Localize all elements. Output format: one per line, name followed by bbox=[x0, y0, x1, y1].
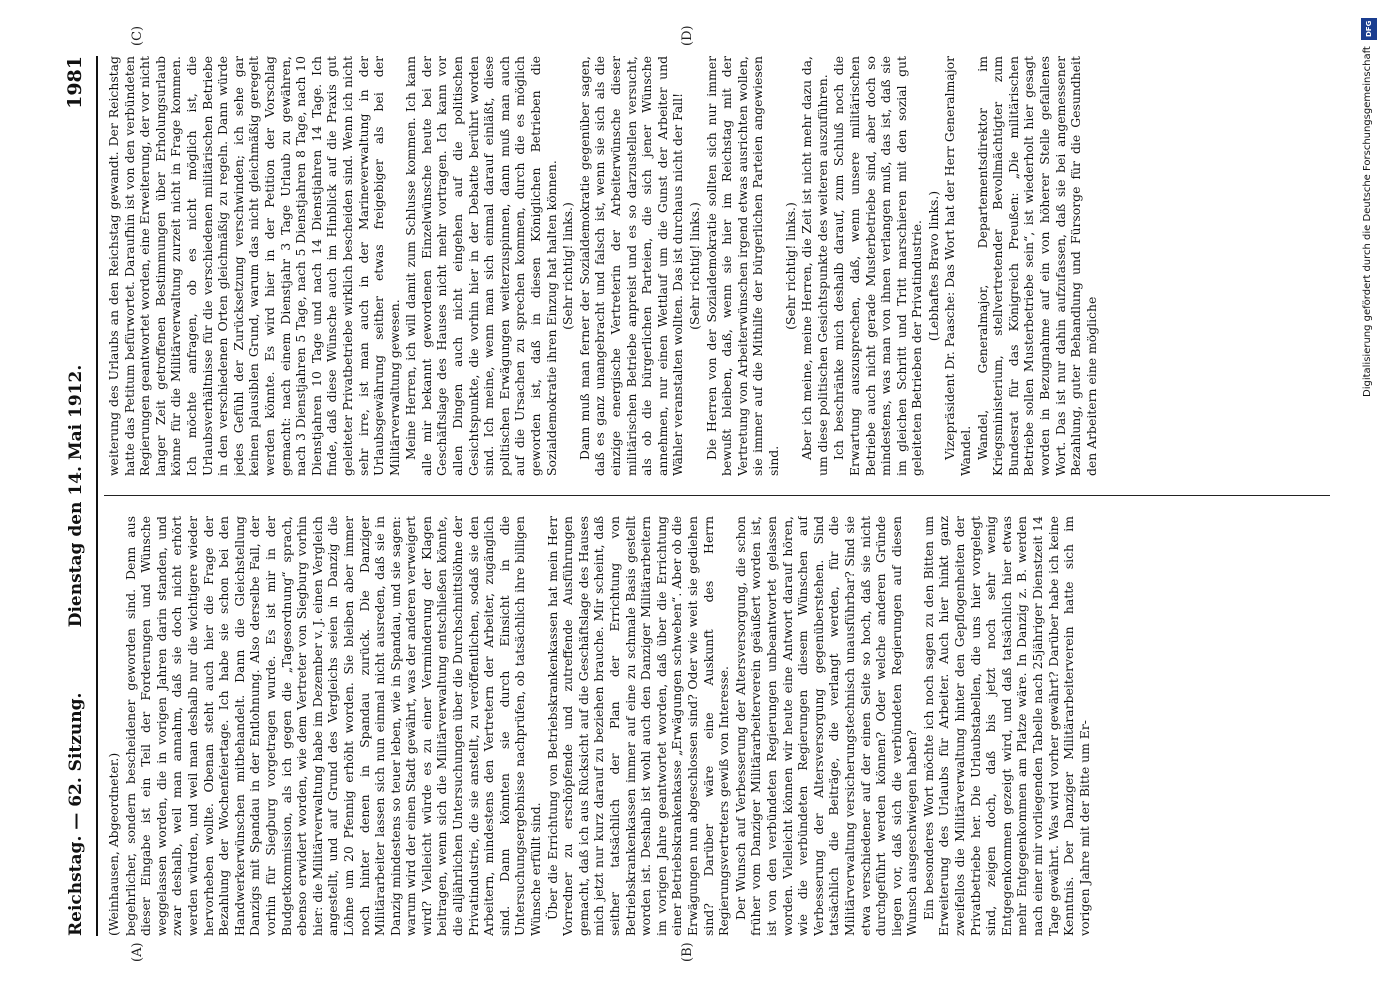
page-content bbox=[60, 25, 1350, 962]
interjection: (Sehr richtig! links.) bbox=[782, 202, 798, 330]
paragraph: Dann muß man ferner der Sozialdemokratie gegenüber sagen, daß es ganz unangebracht und falsch ist, wenn sie sich als die einzige energische Vertreterin der Arbeiterwünsche dieser militärischen Betriebe anpreist und es so darzustellen versucht, als ob die bürgerlichen Parteien, die sich jener Wünsche annehmen, nur einen Wettlauf um die Gunst der Arbeiter und Wähler veranstalten wollten. Das ist durchaus nicht der Fall! bbox=[576, 56, 686, 476]
paragraph: Ich beschränke mich deshalb darauf, zum Schluß noch die Erwartung auszusprechen, daß, wenn unsere militärischen Betriebe auch nicht gerade Musterbetriebe sind, aber doch so mindestens, was man von ihnen verlangen muß, das ist, daß sie im gleichen Schritt und Tritt marschieren mit den sozial gut geleiteten Betrieben der Privatindustrie. bbox=[831, 56, 925, 476]
margin-marker-c: (C) bbox=[130, 25, 145, 46]
right-column bbox=[106, 56, 1326, 476]
paragraph: Ein besonderes Wort möchte ich noch sagen zu den Bitten um Erweiterung des Urlaubs für Arbeiter. Auch hier hinkt ganz zweifellos die Militärverwaltung hinter den Gepflogenheiten der Privatbetriebe her. Die Urlaubstabellen, die uns hier vorgelegt sind, zeigen doch, daß bis jetzt noch sehr wenig Entgegenkommen gezeigt wird, und daß tatsächlich hier etwas mehr Entgegenkommen am Platze wäre. In Danzig z. B. werden nach einer mir vorliegenden Tabelle nach 25jähriger Dienstzeit 14 Tage gewährt. Was wird vorher gewährt? Darüber habe ich keine Kenntnis. Der Danziger Militärarbeiterverein hatte sich im vorigen Jahre mit der Bitte um Er- bbox=[920, 516, 1092, 936]
paragraph: Aber ich meine, meine Herren, die Zeit ist nicht mehr dazu da, um diese politischen Gesichtspunkte des weiteren auszuführen. bbox=[799, 56, 830, 476]
paragraph: Meine Herren, ich will damit zum Schlusse kommen. Ich kann alle mir bekannt gewordenen Einzelwünsche heute bei der Geschäftslage des Hauses nicht mehr vortragen. Ich kann vor allen Dingen auch nicht eingehen auf die politischen Gesichtspunkte, die vorhin hier in der Debatte berührt worden sind. Ich meine, wenn man sich einmal darauf einläßt, diese politischen Erwägungen weiterzuspinnen, dann muß man auch auf die Ursachen zu sprechen kommen, durch die es möglich geworden ist, daß in diesen Königlichen Betrieben die Sozialdemokratie ihren Einzug hat halten können. bbox=[403, 56, 559, 476]
page-header bbox=[60, 56, 98, 936]
paragraph: weiterung des Urlaubs an den Reichstag gewandt. Der Reichstag hatte das Petitum befürwortet. Daraufhin ist von den verbündeten Regierungen geantwortet worden, eine Erweiterung, der vor nicht langer Zeit getroffenen Bestimmungen über Erholungsurlaub könne für die Militärverwaltung zurzeit nicht in Frage kommen. Ich möchte anfragen, ob es nicht möglich ist, die Urlaubsverhältnisse für die verschiedenen militärischen Betriebe in den verschiedenen Orten gleichmäßig zu regeln. Dann würde jedes Gefühl der Zurücksetzung verschwinden; ich sehe gar keinen plausiblen Grund, warum das nicht gleichmäßig geregelt werden könnte. Es wird hier in der Petition der Vorschlag gemacht: nach einem Dienstjahr 3 Tage Urlaub zu gewähren, nach 3 Dienstjahren 5 Tage, nach 5 Dienstjahren 8 Tage, nach 10 Dienstjahren 10 Tage und nach 14 Dienstjahren 14 Tage. Ich finde, daß diese Wünsche auch im Hinblick auf die Praxis gut geleiteter Privatbetriebe wirklich bescheiden sind. Wenn ich nicht sehr irre, ist man auch in der Marineverwaltung in der Urlaubsgewährung seither etwas freigebiger als bei der Militärverwaltung gewesen. bbox=[106, 56, 402, 476]
header-date: Dienstag den 14. Mai 1912. bbox=[66, 364, 86, 628]
margin-marker-a: (A) bbox=[130, 942, 145, 962]
paragraph: begehrlicher, sondern bescheidener geworden sind. Denn aus dieser Eingabe ist ein Teil der Forderungen und Wünsche weggelassen worden, die in vorigen Jahren darin standen, und zwar deshalb, weil man annahm, daß sie doch nicht erhört werden würden, und weil man deshalb nur die wichtigere wieder hervorheben wollte. Obenan steht auch hier die Frage der Bezahlung der Wochenfeiertage. Ich habe sie schon bei den Handwerkerwünschen mitbehandelt. Dann die Gleichstellung Danzigs mit Spandau in der Entlohnung. Also derselbe Fall, der vorhin für Siegburg vorgetragen wurde. Es ist mir in der Budgetkommission, als ich gegen die „Tagesordnung“ sprach, ebenso erwidert worden, wie dem Vertreter von Siegburg vorhin hier: die Militärverwaltung habe im Dezember v. J. einen Vergleich angestellt, und auf Grund des Vergleichs seien in Danzig die Löhne um 20 Pfennig erhöht worden. Sie bleiben aber immer noch hinter denen in Spandau zurück. Die Danziger Militärarbeiter lassen sich nun einmal nicht ausreden, daß sie in Danzig mindestens so teuer leben, wie in Spandau, und sie sagen: warum wird der einen Stadt gewährt, was der anderen verweigert wird? Vielleicht würde es zu einer Verminderung der Klagen beitragen, wenn sich die Militärverwaltung entschließen könnte, die alljährlichen Untersuchungen über die Durchschnittslöhne der Privatindustrie, die sie anstellt, zu veröffentlichen, sodaß sie den Arbeitern, mindestens den Vertretern der Arbeiter, zugänglich sind. Dann könnten sie durch Einsicht in die Untersuchungsergebnisse nachprüfen, ob tatsächlich ihre billigen Wünsche erfüllt sind. bbox=[122, 516, 544, 936]
margin-marker-d: (D) bbox=[680, 25, 695, 46]
speaker-note: (Weinhausen, Abgeordneter.) bbox=[106, 752, 121, 936]
interjection: (Sehr richtig! links.) bbox=[686, 202, 702, 330]
interjection: (Sehr richtig! links.) bbox=[560, 202, 576, 330]
digitization-note: Digitalisierung gefördert durch die Deutsche Forschungsgemeinschaft bbox=[1362, 46, 1373, 397]
speaker-paragraph: Wandel, Generalmajor, Departementsdirektor im Kriegsministerium, stellvertretender Bevollmächtigter zum Bundesrat für das Königreich Preußen: „Die militärischen Betriebe sollen Musterbetriebe sein“, ist wiederholt hier gesagt worden in Bezugnahme auf ein von höherer Stelle gefallenes Wort. Das ist nur dahin aufzufassen, daß sie bei angemessener Bezahlung, guter Behandlung und Fürsorge für die Gesundheit den Arbeitern eine mögliche bbox=[974, 56, 1099, 476]
digitization-sidebar bbox=[1360, 10, 1380, 990]
paragraph: Die Herren von der Sozialdemokratie sollten sich nur immer bewußt bleiben, daß, wenn sie hier im Reichstag mit der Vertretung von Arbeiterwünschen irgend etwas ausrichten wollen, sie immer auf die Mithilfe der bürgerlichen Parteien angewiesen sind. bbox=[703, 56, 781, 476]
speaker-paragraph: Vizepräsident Dr. Paasche: Das Wort hat der Herr Generalmajor Wandel. bbox=[942, 56, 974, 476]
margin-marker-b: (B) bbox=[680, 942, 695, 962]
paragraph: Über die Errichtung von Betriebskrankenkassen hat mein Herr Vorredner zu erschöpfende und zutreffende Ausführungen gemacht, daß ich aus Rücksicht auf die Geschäftslage des Hauses mich jetzt nur kurz darauf zu beziehen brauche. Mir scheint, daß seither tatsächlich der Plan der Errichtung von Betriebskrankenkassen immer auf eine zu schmale Basis gestellt worden ist. Deshalb ist wohl auch den Danziger Militärarbeitern im vorigen Jahre geantwortet worden, daß über die Errichtung einer Betriebskrankenkasse „Erwägungen schweben“. Aber ob die Erwägungen nun abgeschlossen sind? Oder wie weit sie gediehen sind? Darüber wäre eine Auskunft des Herrn Regierungsvertreters gewiß von Interesse. bbox=[544, 516, 732, 936]
left-column bbox=[106, 516, 1326, 936]
column-divider bbox=[104, 495, 1330, 496]
interjection: (Lebhaftes Bravo links.) bbox=[925, 190, 941, 342]
paragraph: Der Wunsch auf Verbesserung der Altersversorgung, die schon früher vom Danziger Militärarbeiterverein geäußert worden ist, ist von den verbündeten Regierungen unbeantwortet gelassen worden. Vielleicht können wir heute eine Antwort darauf hören, wie die verbündeten Regierungen diesem Wünschen auf Verbesserung der Altersversorgung gegenüberstehen. Sind tatsächlich die Beiträge, die verlangt werden, für die Militärverwaltung versicherungstechnisch unausführbar? Sind sie etwa verschiedener auf der einen Seite so hoch, daß sie nicht durchgeführt werden können? Oder welche anderen Gründe liegen vor, daß sich die verbündeten Regierungen auf diesen Wunsch ausgeschwiegen haben? bbox=[732, 516, 920, 936]
page-number: 1981 bbox=[64, 56, 86, 109]
dfg-logo-icon: DFG bbox=[1361, 18, 1377, 40]
header-left-title: Reichstag. — 62. Sitzung. bbox=[66, 692, 86, 936]
